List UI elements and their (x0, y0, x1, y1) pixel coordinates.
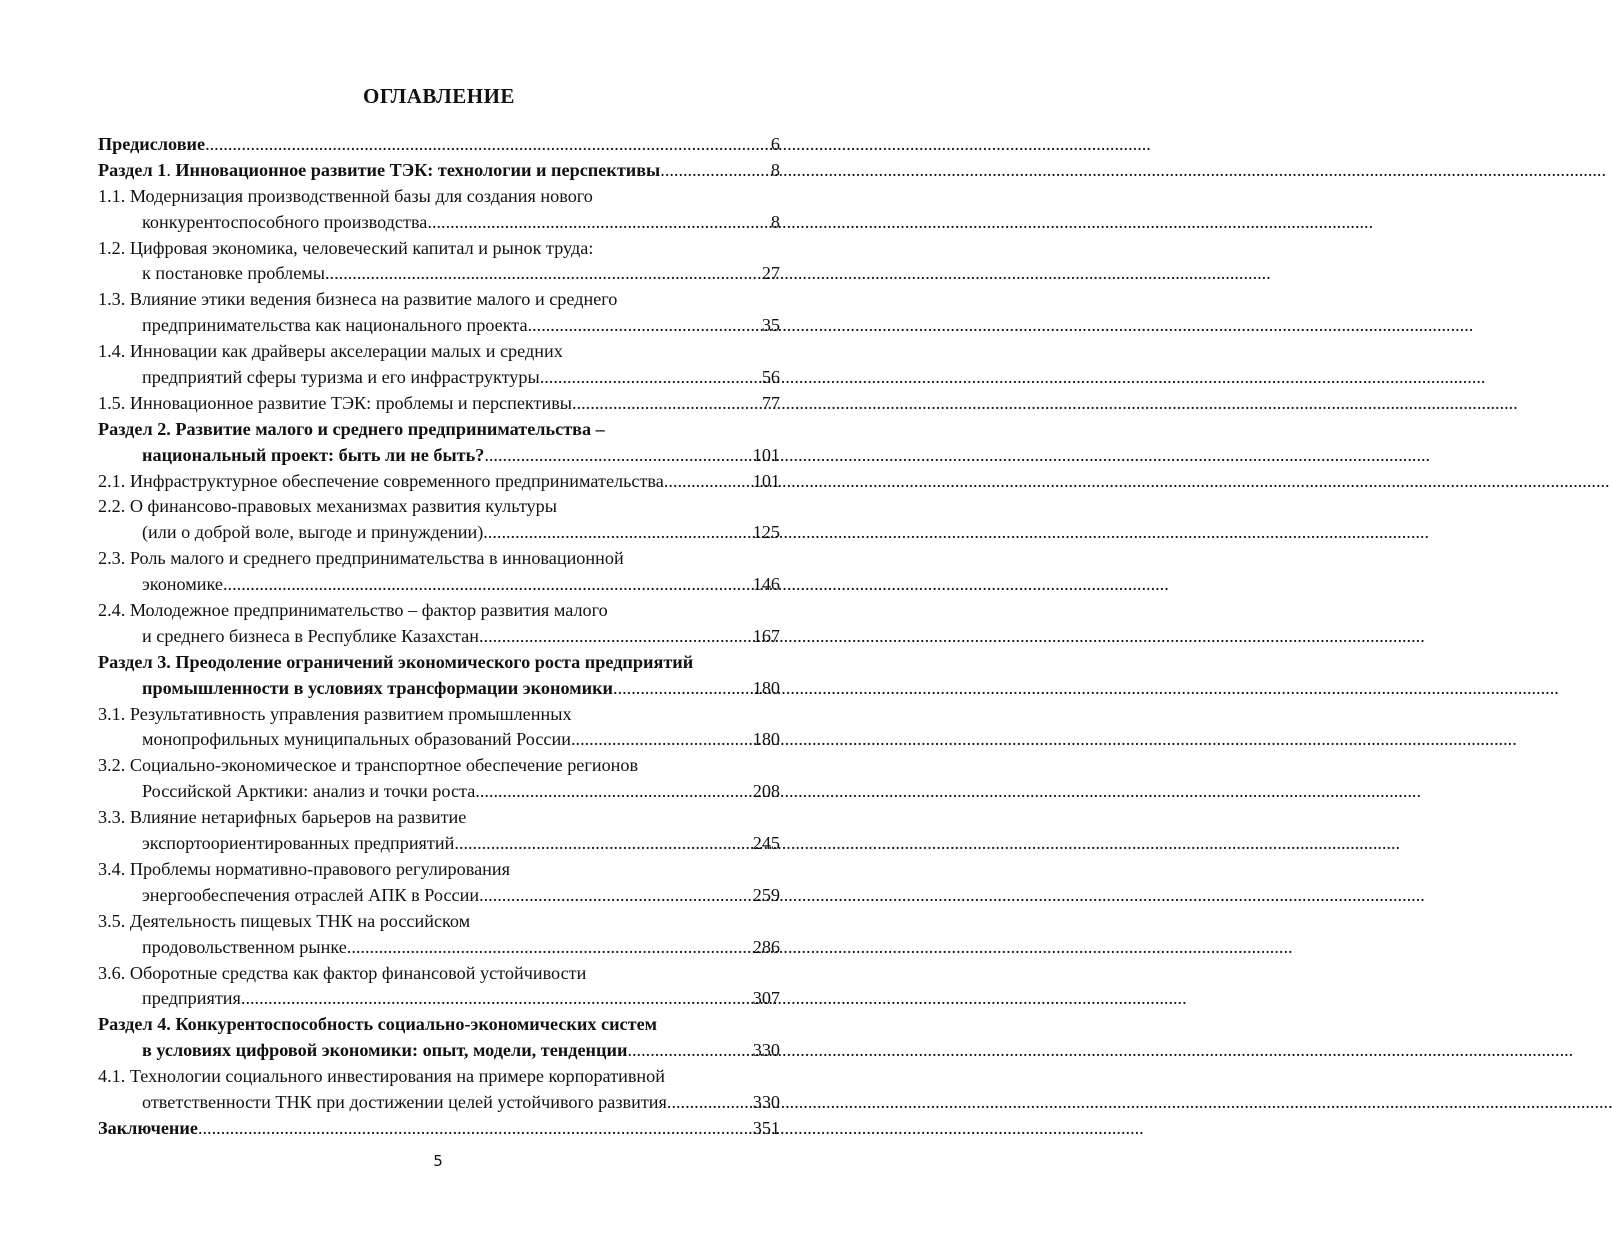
dot-leader (483, 520, 751, 546)
dot-leader (571, 727, 752, 753)
toc-entry (98, 158, 780, 184)
toc-text-part: экспортоориентированных предприятий (142, 833, 455, 854)
toc-entry (98, 572, 780, 598)
toc-entry-title (142, 261, 325, 287)
toc-page-number: 245 (752, 833, 780, 854)
toc-entry-title (142, 1038, 627, 1064)
toc-entry (98, 443, 780, 469)
toc-entry-title (142, 572, 223, 598)
toc-entry-title (142, 883, 479, 909)
toc-text-part: 1.2. Цифровая экономика, человеческий капитал и рынок труда: (98, 237, 594, 258)
toc-entry-continued (98, 339, 780, 365)
dot-leader (475, 779, 751, 805)
toc-text-part: Раздел 3. Преодоление ограничений экономического роста предприятий (98, 651, 694, 672)
dot-leader (223, 572, 752, 598)
toc-entry-title (142, 313, 528, 339)
toc-text-part: 2.3. Роль малого и среднего предпринимательства в инновационной (98, 548, 624, 569)
toc-text-part: в условиях цифровой экономики: опыт, модели, тенденции (142, 1040, 628, 1061)
toc-entry-title (142, 727, 571, 753)
toc-page-number: 330 (752, 1040, 780, 1061)
toc-page-number: 125 (752, 522, 780, 543)
toc-entry-title (98, 909, 470, 935)
dot-leader (454, 831, 751, 857)
toc-entry-continued (98, 236, 780, 262)
toc-entry-title (98, 961, 586, 987)
toc-text-part: 3.2. Социально-экономическое и транспортное обеспечение регионов (98, 755, 639, 776)
toc-entry-title (98, 598, 608, 624)
toc-text-part: 3.3. Влияние нетарифных барьеров на развитие (98, 807, 467, 828)
dot-leader (660, 158, 770, 184)
toc-page-number: 180 (752, 729, 780, 750)
toc-page-number: 208 (752, 781, 780, 802)
toc-text-part: Предисловие (98, 134, 206, 154)
dot-leader (198, 1116, 752, 1142)
toc-entry-title (98, 753, 638, 779)
toc-entry-title (98, 391, 572, 417)
toc-entry (98, 1038, 780, 1064)
toc-entry-title (98, 546, 624, 572)
dot-leader (667, 1090, 752, 1116)
toc-entry-title (142, 624, 479, 650)
toc-page-number: 77 (761, 392, 780, 413)
toc-entry-title (98, 132, 205, 158)
toc-entry-title (142, 676, 613, 702)
toc-text-part: 2.2. О финансово-правовых механизмах развития культуры (98, 496, 557, 517)
toc-page-number: 101 (752, 444, 780, 465)
toc-text-part: энергообеспечения отраслей АПК в России (142, 884, 480, 905)
toc-entry-title (142, 779, 475, 805)
toc-entry-title (142, 935, 347, 961)
page-title: ОГЛАВЛЕНИЕ (363, 84, 515, 108)
toc-text-part: 1.1. Модернизация производственной базы для создания нового (98, 185, 593, 206)
toc-entry-title (98, 1064, 665, 1090)
toc-entry-title (98, 1012, 657, 1038)
toc-page-number: 101 (752, 470, 780, 491)
toc-entry-title (98, 184, 593, 210)
toc-entry (98, 831, 780, 857)
toc-entry-continued (98, 287, 780, 313)
toc-entry-title (98, 236, 593, 262)
toc-page-number: 6 (770, 134, 780, 154)
toc-entry-continued (98, 909, 780, 935)
toc-entry-title (142, 831, 454, 857)
toc-text-part: продовольственном рынке (142, 936, 347, 957)
toc-entry-continued (98, 494, 780, 520)
toc-entry-title (142, 443, 484, 469)
toc-entry-title (98, 1116, 198, 1142)
toc-text-part: Заключение (98, 1117, 198, 1138)
toc-entry-continued (98, 702, 780, 728)
toc-entry (98, 210, 780, 236)
toc-text-part: и среднего бизнеса в Республике Казахстан (142, 625, 479, 646)
toc-entry-title (98, 650, 693, 676)
toc-entry-title (98, 857, 510, 883)
toc-page-number: 307 (752, 988, 780, 1009)
toc-text-part: 1.4. Инновации как драйверы акселерации малых и средних (98, 341, 563, 362)
toc-entry (98, 469, 780, 495)
toc-entry-continued (98, 1012, 780, 1038)
toc-text-part: Инновационное развитие ТЭК: технологии и перспективы (175, 159, 661, 180)
dot-leader (325, 261, 761, 287)
toc-text-part: . (166, 159, 176, 180)
toc-entry-title (98, 339, 563, 365)
toc-entry-continued (98, 805, 780, 831)
toc-text-part: 3.6. Оборотные средства как фактор финансовой устойчивости (98, 962, 587, 983)
toc-entry (98, 883, 780, 909)
toc-page-number: 8 (770, 159, 780, 180)
toc-text-part: Раздел 1 (98, 159, 167, 180)
toc-entry-title (142, 986, 241, 1012)
toc-page-number: 146 (752, 574, 780, 595)
toc-entry-title (142, 1090, 667, 1116)
dot-leader (427, 210, 770, 236)
toc-entry (98, 365, 780, 391)
toc-entry-title (98, 702, 572, 728)
toc-entry-continued (98, 753, 780, 779)
toc-entry-title (98, 158, 660, 184)
toc-text-part: национальный проект: быть ли не быть? (142, 444, 485, 465)
toc-entry (98, 1090, 780, 1116)
toc-text-part: предпринимательства как национального проекта (142, 315, 528, 336)
toc-page-number: 286 (752, 936, 780, 957)
dot-leader (484, 443, 751, 469)
toc-text-part: монопрофильных муниципальных образований России (142, 729, 571, 750)
page-number: 5 (433, 1152, 443, 1170)
toc-page-number: 167 (752, 625, 780, 646)
toc-text-part: (или о доброй воле, выгоде и принуждении) (142, 522, 484, 543)
dot-leader (347, 935, 752, 961)
toc-entry (98, 727, 780, 753)
toc-text-part: 2.1. Инфраструктурное обеспечение современного предпринимательства (98, 470, 664, 491)
dot-leader (572, 391, 761, 417)
toc-text-part: Российской Арктики: анализ и точки роста (142, 781, 476, 802)
toc-page-number: 259 (752, 884, 780, 905)
toc-entry-title (98, 417, 605, 443)
toc-entry (98, 1116, 780, 1142)
toc-entry (98, 132, 780, 158)
toc-page-number: 56 (761, 367, 780, 388)
toc-entry (98, 986, 780, 1012)
dot-leader (613, 676, 752, 702)
toc-entry (98, 261, 780, 287)
toc-entry-title (98, 287, 617, 313)
toc-entry (98, 313, 780, 339)
toc-text-part: 3.5. Деятельность пищевых ТНК на российском (98, 910, 471, 931)
toc-entry (98, 391, 780, 417)
toc-entry-title (142, 520, 483, 546)
toc-entry-title (142, 365, 540, 391)
toc-text-part: ответственности ТНК при достижении целей устойчивого развития (142, 1091, 667, 1112)
toc-text-part: 1.5. Инновационное развитие ТЭК: проблемы и перспективы (98, 392, 573, 413)
toc-text-part: промышленности в условиях трансформации экономики (142, 677, 614, 698)
dot-leader (627, 1038, 751, 1064)
toc-entry (98, 779, 780, 805)
toc-entry (98, 935, 780, 961)
toc-text-part: Раздел 2. Развитие малого и среднего предпринимательства – (98, 418, 605, 439)
dot-leader (540, 365, 761, 391)
toc-text-part: Раздел 4. Конкурентоспособность социально-экономических систем (98, 1014, 658, 1035)
toc-page-number: 351 (752, 1117, 780, 1138)
toc-text-part: 4.1. Технологии социального инвестирования на примере корпоративной (98, 1066, 665, 1087)
toc-text-part: предприятия (142, 988, 241, 1009)
toc-entry (98, 624, 780, 650)
toc-entry (98, 520, 780, 546)
toc-page-number: 27 (761, 263, 780, 284)
toc-text-part: 3.1. Результативность управления развитием промышленных (98, 703, 572, 724)
toc-page-number: 35 (761, 315, 780, 336)
toc-entry-continued (98, 857, 780, 883)
dot-leader (528, 313, 761, 339)
toc-entry-title (98, 805, 466, 831)
toc-entry-title (142, 210, 427, 236)
toc-text-part: 1.3. Влияние этики ведения бизнеса на развитие малого и среднего (98, 289, 618, 310)
toc-page-number: 180 (752, 677, 780, 698)
toc-entry-continued (98, 184, 780, 210)
toc-entry-title (98, 494, 557, 520)
toc-entry-continued (98, 598, 780, 624)
dot-leader (241, 986, 752, 1012)
toc-entry-continued (98, 650, 780, 676)
toc-text-part: 3.4. Проблемы нормативно-правового регулирования (98, 858, 510, 879)
toc-text-part: к постановке проблемы (142, 263, 325, 284)
table-of-contents (98, 132, 780, 1142)
toc-text-part: конкурентоспособного производства (142, 211, 428, 232)
toc-page-number: 8 (770, 211, 780, 232)
dot-leader (479, 883, 752, 909)
toc-entry-continued (98, 1064, 780, 1090)
toc-text-part: экономике (142, 574, 223, 595)
toc-entry-continued (98, 961, 780, 987)
toc-text-part: 2.4. Молодежное предпринимательство – фактор развития малого (98, 600, 608, 621)
dot-leader (479, 624, 752, 650)
dot-leader (664, 469, 752, 495)
toc-text-part: предприятий сферы туризма и его инфраструктуры (142, 367, 540, 388)
toc-entry-title (98, 469, 664, 495)
toc-entry-continued (98, 546, 780, 572)
document-page (98, 82, 780, 1142)
toc-entry-continued (98, 417, 780, 443)
toc-entry (98, 676, 780, 702)
toc-page-number: 330 (752, 1091, 780, 1112)
dot-leader (205, 132, 770, 158)
